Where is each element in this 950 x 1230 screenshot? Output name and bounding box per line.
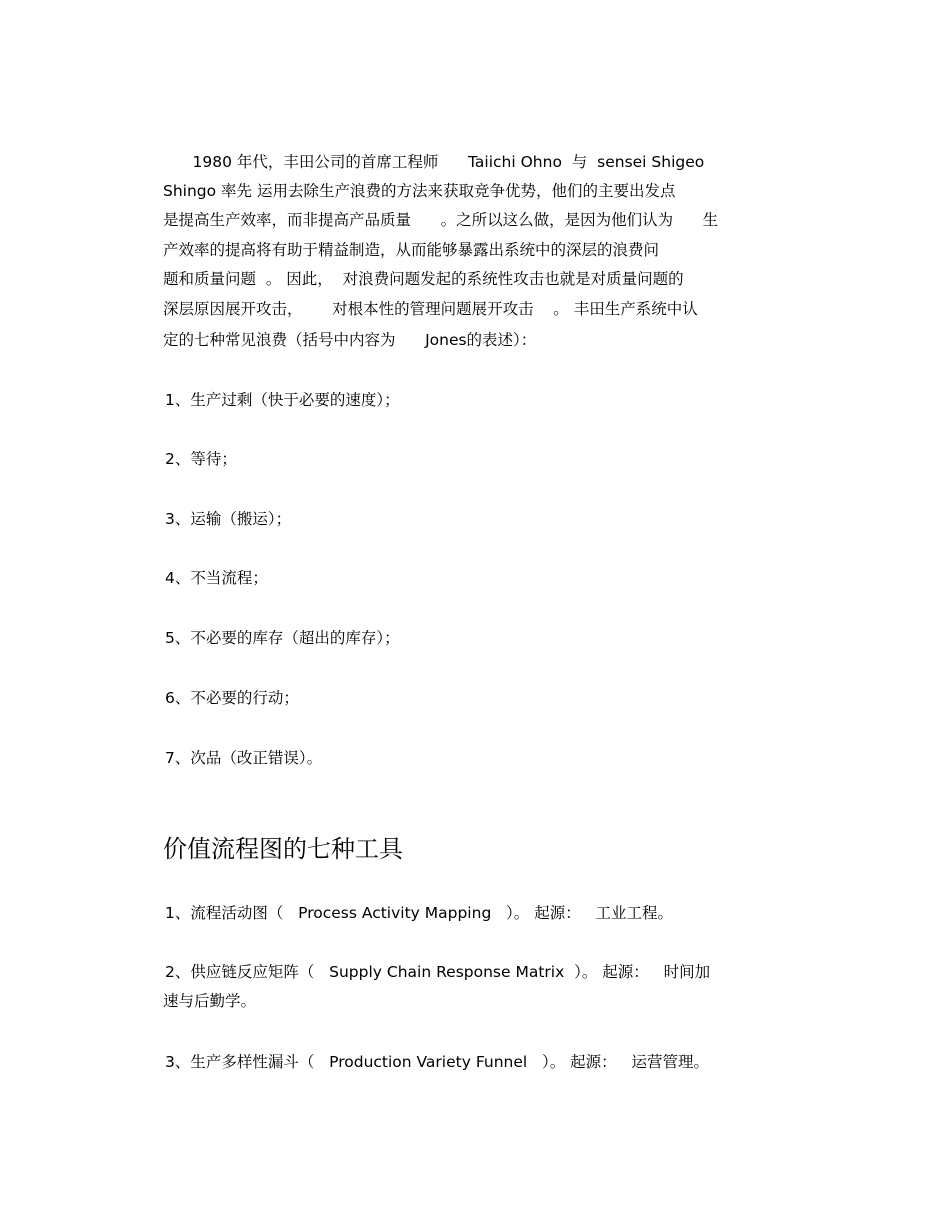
list-item: 1、生产过剩（快于必要的速度）；: [165, 391, 400, 409]
intro-line: 题和质量问题 。 因此， 对浪费问题发起的系统性攻击也就是对质量问题的: [163, 270, 684, 288]
list-item: 3、生产多样性漏斗（ Production Variety Funnel ）。 起源： 运营管理。: [165, 1053, 709, 1071]
list-item: 6、不必要的行动；: [165, 689, 299, 707]
intro-line: Shingo 率先 运用去除生产浪费的方法来获取竞争优势，他们的主要出发点: [163, 182, 676, 200]
intro-line: 产效率的提高将有助于精益制造，从而能够暴露出系统中的深层的浪费问: [163, 241, 660, 259]
list-item: 4、不当流程；: [165, 569, 268, 587]
section-heading: 价值流程图的七种工具: [163, 835, 403, 863]
list-item: 7、次品（改正错误）。: [165, 749, 323, 767]
list-item: 5、不必要的库存（超出的库存）；: [165, 629, 400, 647]
list-item: 2、供应链反应矩阵（ Supply Chain Response Matrix ）。 起源： 时间加: [165, 963, 711, 981]
list-item: 3、运输（搬运）；: [165, 510, 292, 528]
list-item: 2、等待；: [165, 450, 237, 468]
intro-line: 定的七种常见浪费（括号中内容为 Jones的表述）：: [163, 331, 537, 349]
list-item-continuation: 速与后勤学。: [163, 992, 257, 1010]
intro-line: 深层原因展开攻击， 对根本性的管理问题展开攻击 。 丰田生产系统中认: [163, 300, 698, 318]
intro-line: 是提高生产效率，而非提高产品质量 。之所以这么做，是因为他们认为 生: [163, 211, 719, 229]
intro-line: 1980 年代，丰田公司的首席工程师 Taiichi Ohno 与 sensei Shigeo: [163, 153, 705, 171]
list-item: 1、流程活动图（ Process Activity Mapping ）。 起源： 工业工程。: [165, 904, 674, 922]
